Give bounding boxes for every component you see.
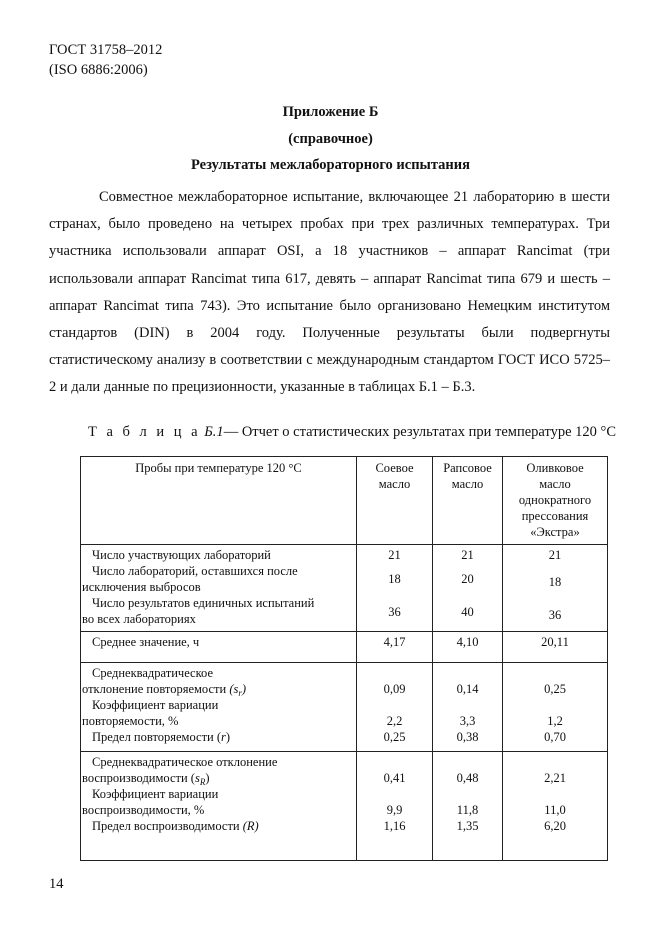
intro-text: Совместное межлабораторное испытание, включающее 21 лабораторию в шести странах, было проведено на четырех пробах при трех различных температурах. Три участника использовали аппарат OSI, а 18 участников – аппарат Rancimat (три использовали аппарат Rancimat типа 617, девять – аппарат Rancimat типа 679 и шесть – аппарат Rancimat типа 743). Это испытание было организовано Немецким институтом стандартов (DIN) в 2004 году. Полученные результаты были подвергнуты статистическому анализу в соответствии с международным стандартом ГОСТ ИСО 5725–2 и дали данные по прецизионности, указанные в таблицах Б.1 – Б.3. (49, 189, 610, 396)
reproducibility-labels: Среднеквадратическое отклонение воспроизводимости $(s_R)$ Коэффициент вариации воспроизводимости, % Предел воспроизводимости (R) (81, 752, 357, 861)
intro-paragraph (49, 184, 610, 402)
lab-counts-olive: 21 18 36 (503, 545, 608, 632)
document-header (49, 40, 162, 80)
mean-label: Среднее значение, ч (81, 632, 357, 663)
lab-counts-labels: Число участвующих лабораторий Число лабораторий, оставшихся после исключения выбросов Число результатов единичных испытаний во всех лабораториях (81, 545, 357, 632)
lab-counts-rapeseed: 21 20 40 (433, 545, 503, 632)
table-row-reproducibility (81, 752, 608, 861)
table-row-mean (81, 632, 608, 663)
page-number: 14 (49, 876, 64, 892)
caption-number: Б.1 (204, 424, 224, 440)
caption-text: — Отчет о статистических результатах при температуре 120 °С (223, 424, 617, 440)
standard-designation: ГОСТ 31758–2012 (49, 42, 163, 58)
reproducibility-olive: 2,21 11,0 6,20 (503, 752, 608, 861)
header-sample: Пробы при температуре 120 °С (81, 457, 357, 545)
header-olive-oil: Оливковое масло однократного прессования «Экстра» (503, 457, 608, 545)
repeatability-labels: Среднеквадратическое отклонение повторяемости $(s_r)$ Коэффициент вариации повторяемости, % Предел повторяемости (r) (81, 663, 357, 752)
table-caption (88, 424, 616, 441)
table-header-row (81, 457, 608, 545)
table-row-repeatability (81, 663, 608, 752)
iso-designation: (ISO 6886:2006) (49, 62, 148, 78)
annex-title: Приложение Б (282, 104, 379, 120)
mean-olive: 20,11 (503, 632, 608, 663)
mean-soy: 4,17 (357, 632, 433, 663)
mean-rapeseed: 4,10 (433, 632, 503, 663)
header-rapeseed-oil: Рапсовое масло (433, 457, 503, 545)
repeatability-olive: 0,25 1,2 0,70 (503, 663, 608, 752)
repeatability-soy: 0,09 2,2 0,25 (357, 663, 433, 752)
results-table (80, 456, 608, 861)
annex-status: (справочное) (288, 131, 373, 147)
header-soy-oil: Соевое масло (357, 457, 433, 545)
annex-heading: Результаты межлабораторного испытания (191, 157, 470, 173)
repeatability-rapeseed: 0,14 3,3 0,38 (433, 663, 503, 752)
caption-prefix: Т а б л и ц а (88, 424, 201, 440)
table-row-lab-counts (81, 545, 608, 632)
lab-counts-soy: 21 18 36 (357, 545, 433, 632)
reproducibility-soy: 0,41 9,9 1,16 (357, 752, 433, 861)
reproducibility-rapeseed: 0,48 11,8 1,35 (433, 752, 503, 861)
